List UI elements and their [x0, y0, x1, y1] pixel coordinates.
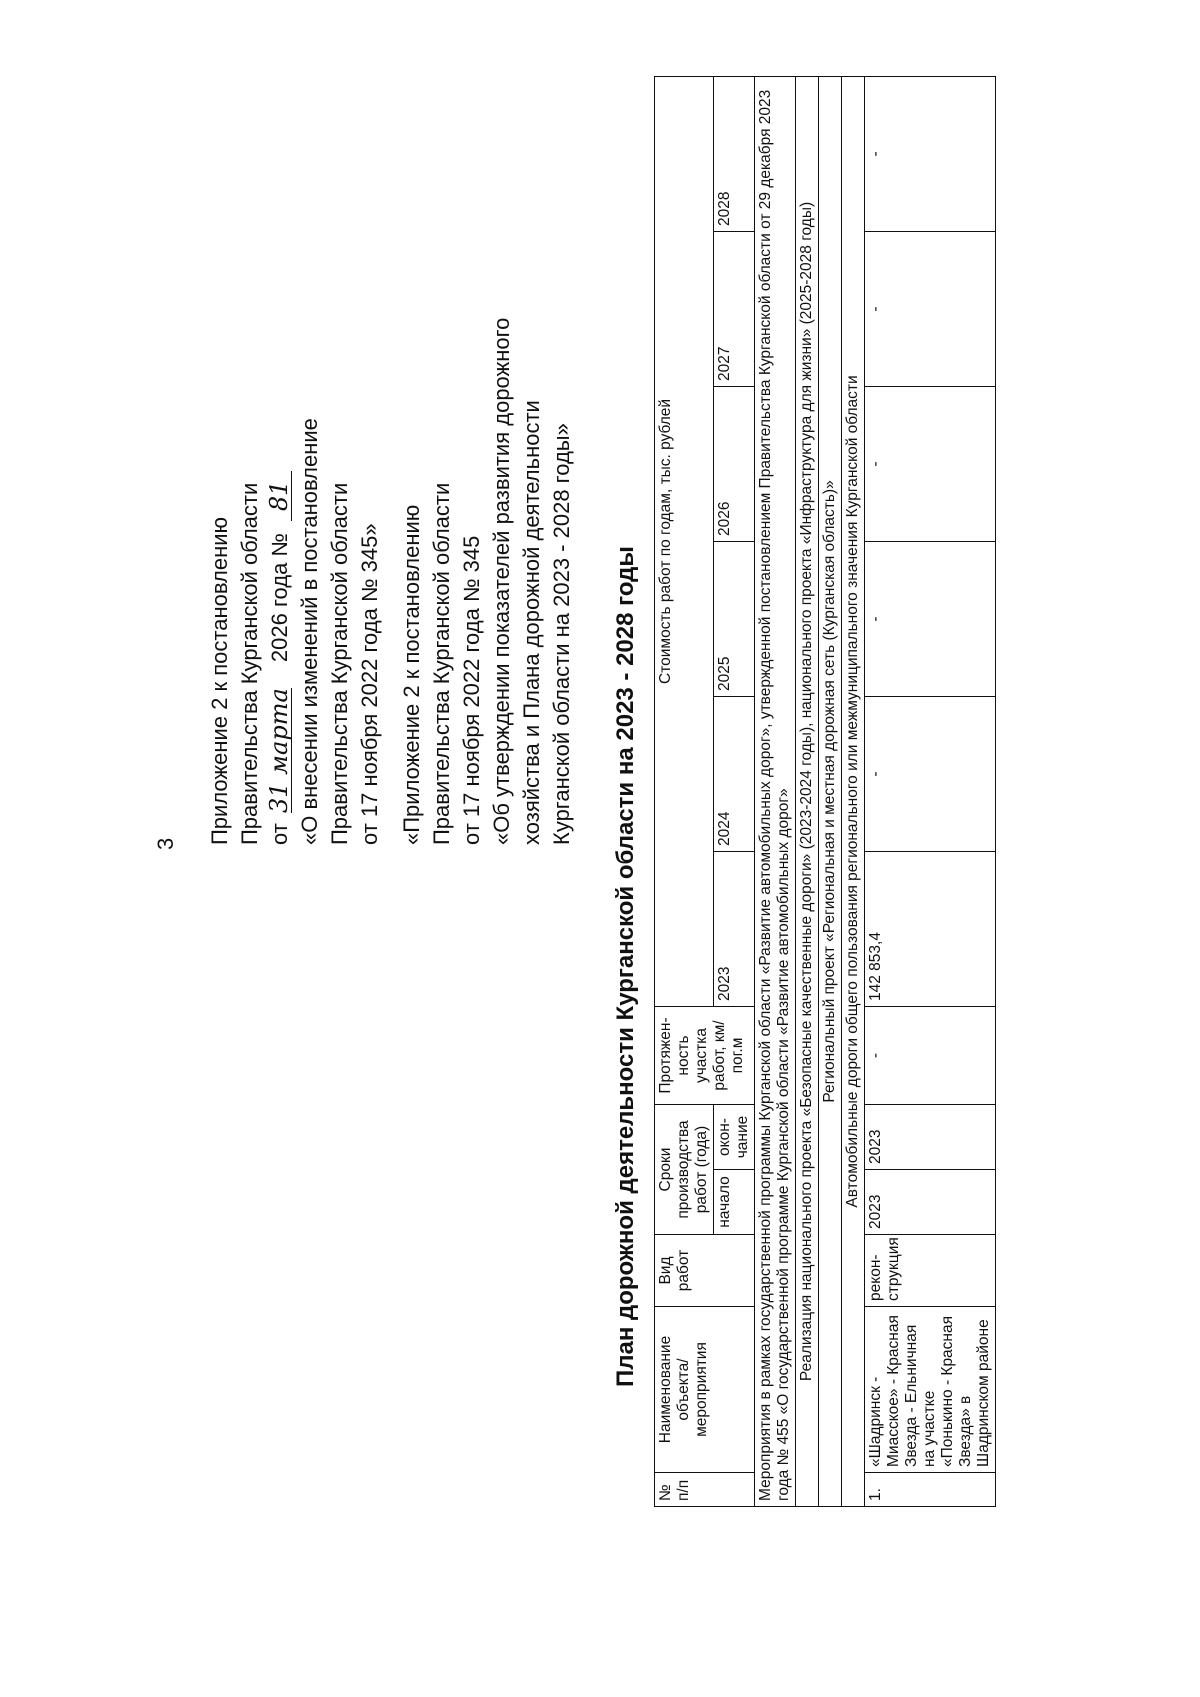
row-type: рекон- струкция	[865, 1235, 996, 1307]
row-length: -	[865, 1007, 996, 1105]
col-header-year: 2027	[714, 232, 755, 387]
section-national-project-text: Реализация национального проекта «Безопасные качественные дороги» (2023-2024 годы), национального проекта «Инфраструктура для жизни» (2025-2028 годы)	[796, 76, 819, 1506]
section-program-text: Мероприятия в рамках государственной программы Курганской области «Развитие автомобильных дорог», утвержденной постановлением Правительства Курганской области от 29 декабря 2023 года № 455 «О государственной программе Курганской области «Развитие автомобильных дорог»	[755, 76, 796, 1506]
col-header-name: Наименование объекта/ мероприятия	[655, 1307, 755, 1473]
appendix-header-original	[397, 318, 577, 845]
table-header-row	[655, 76, 714, 1506]
header-line: от 17 ноября 2022 года № 345»	[357, 523, 382, 845]
header-line: Правительства Курганской области	[327, 482, 352, 845]
header-line: Курганской области на 2023 - 2028 годы»	[549, 423, 574, 845]
col-header-type: Вид работ	[655, 1235, 755, 1307]
row-num: 1.	[865, 1473, 996, 1507]
row-end: 2023	[865, 1105, 996, 1170]
header-line: «Приложение 2 к постановлению	[399, 504, 424, 845]
col-header-year: 2025	[714, 542, 755, 697]
col-header-length: Протяжен- ность участка работ, км/пог.м	[655, 1007, 755, 1105]
header-line: хозяйства и Плана дорожной деятельности	[519, 400, 544, 845]
row-cost-2023: 142 853,4	[865, 852, 996, 1007]
row-name: «Шадринск - Миасское» - Красная Звезда - Ельничная на участке «Понькино - Красная Звезда» в Шадринском районе	[865, 1307, 996, 1473]
section-regional-project-text: Региональный проект «Региональная и местная дорожная сеть (Курганская область)»	[819, 76, 842, 1506]
handwritten-date: 31 марта	[265, 688, 293, 814]
row-cost-2027: -	[865, 232, 996, 387]
date-year-label: 2026 года №	[267, 532, 292, 663]
header-line: Правительства Курганской области	[237, 482, 262, 845]
header-date-line	[265, 418, 295, 845]
row-cost-2024: -	[865, 697, 996, 852]
row-cost-2025: -	[865, 542, 996, 697]
section-row-program	[755, 76, 796, 1506]
col-header-period: Сроки производства работ (года)	[655, 1105, 714, 1235]
col-header-num: № п/п	[655, 1473, 755, 1507]
header-line: от 17 ноября 2022 года № 345	[459, 535, 484, 845]
handwritten-number: 81	[267, 471, 292, 521]
header-line: «Об утверждении показателей развития дорожного	[489, 317, 514, 845]
col-header-cost: Стоимость работ по годам, тыс. рублей	[655, 76, 714, 1006]
section-roads-text: Автомобильные дороги общего пользования регионального или межмуниципального значения Курганской области	[842, 76, 865, 1506]
row-start: 2023	[865, 1170, 996, 1235]
table-row	[865, 76, 996, 1506]
header-line: Приложение 2 к постановлению	[207, 516, 232, 845]
row-cost-2028: -	[865, 76, 996, 231]
header-line: Правительства Курганской области	[429, 482, 454, 845]
row-cost-2026: -	[865, 387, 996, 542]
road-plan-table	[654, 76, 996, 1507]
col-header-year: 2026	[714, 387, 755, 542]
section-row-national-project	[796, 76, 819, 1506]
col-header-start: начало	[714, 1170, 755, 1235]
document-title: План дорожной деятельности Курганской области на 2023 - 2028 годы	[612, 546, 639, 1387]
section-row-regional-project	[819, 76, 842, 1506]
date-prefix: от	[267, 823, 292, 845]
page-number: 3	[153, 837, 178, 850]
col-header-year: 2024	[714, 697, 755, 852]
col-header-end: окон- чание	[714, 1105, 755, 1170]
col-header-year: 2023	[714, 852, 755, 1007]
section-row-roads	[842, 76, 865, 1506]
header-line: «О внесении изменений в постановление	[297, 418, 322, 845]
appendix-header-new	[205, 418, 385, 845]
col-header-year: 2028	[714, 76, 755, 231]
